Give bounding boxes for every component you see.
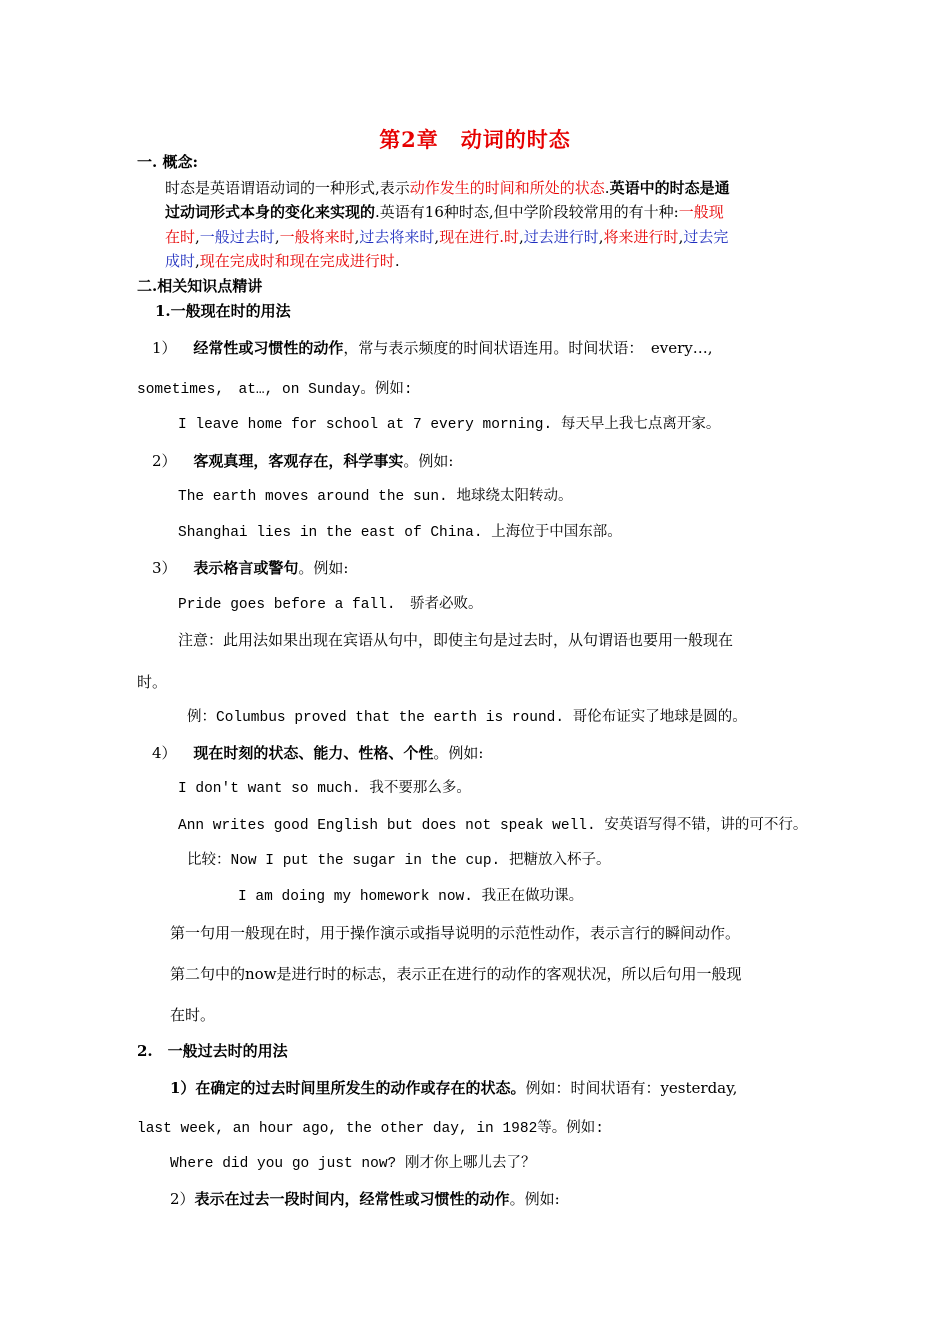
- explanation-text: 在时。: [170, 1006, 216, 1024]
- point-1: [152, 338, 713, 358]
- example-sentence: Shanghai lies in the east of China. 上海位于中国东部。: [178, 525, 622, 541]
- text-run: .: [604, 179, 610, 197]
- highlight-red: 一般现: [678, 203, 724, 221]
- tense-past-progressive: 过去进行时: [523, 228, 599, 246]
- tense-present-simple: 在时: [165, 228, 196, 246]
- comma: ,: [598, 228, 604, 246]
- point-number: 4）: [152, 744, 177, 762]
- bold-text: 客观真理，客观存在，科学事实: [193, 452, 404, 470]
- tense-past-future: 过去将来时: [359, 228, 435, 246]
- example-sentence: Where did you go just now? 刚才你上哪儿去了？: [170, 1156, 536, 1172]
- tense-past-perfect-cont: 成时: [165, 252, 196, 270]
- concept-line-1: [165, 178, 730, 198]
- example-sentence: I am doing my homework now. 我正在做功课。: [238, 889, 584, 905]
- comma: ,: [678, 228, 684, 246]
- bold-text: 现在时刻的状态、能力、性格、个性: [193, 744, 434, 762]
- section-heading-knowledge: 二.相关知识点精讲: [137, 277, 263, 295]
- text-run: 。例如:: [433, 744, 484, 762]
- period: .: [394, 252, 400, 270]
- point-past-2: [170, 1189, 560, 1209]
- example-sentence: 比较：Now I put the sugar in the cup. 把糖放入杯子。: [187, 853, 611, 869]
- section-heading-concept: 一. 概念:: [137, 153, 198, 171]
- example-sentence: I leave home for school at 7 every morning. 每天早上我七点离开家。: [178, 417, 721, 433]
- comma: ,: [354, 228, 360, 246]
- point-number: 2）: [152, 452, 177, 470]
- subheading-present-simple: 1.一般现在时的用法: [155, 302, 291, 320]
- bold-text: 1）在确定的过去时间里所发生的动作或存在的状态。: [170, 1079, 526, 1097]
- text-run: .英语有16种时态,但中学阶段较常用的有十种:: [375, 203, 679, 221]
- comma: ,: [195, 252, 200, 270]
- tense-present-progressive: 现在进行.时: [439, 228, 519, 246]
- text-run: 时态是英语谓语动词的一种形式,表示: [165, 179, 410, 197]
- example-sentence: 例：Columbus proved that the earth is round. 哥伦布证实了地球是圆的。: [187, 710, 747, 726]
- tense-future-simple: 一般将来时: [279, 228, 355, 246]
- tense-present-perfect: 现在完成时和现在完成进行时: [199, 252, 395, 270]
- text-run: ，常与表示频度的时间状语连用。时间状语： every…,: [343, 339, 713, 357]
- example-sentence: Ann writes good English but does not speak well. 安英语写得不错，讲的可不行。: [178, 818, 808, 834]
- point-2: [152, 451, 453, 471]
- text-run: 。例如:: [509, 1190, 560, 1208]
- tense-past-perfect: 过去完: [683, 228, 729, 246]
- text-run: 例如：时间状语有：yesterday,: [525, 1079, 738, 1097]
- highlight-red: 动作发生的时间和所处的状态: [409, 179, 605, 197]
- note-text: 注意：此用法如果出现在宾语从句中，即使主句是过去时，从句谓语也要用一般现在: [178, 631, 734, 649]
- concept-line-4: [165, 251, 400, 271]
- example-sentence: Pride goes before a fall. 骄者必败。: [178, 597, 483, 613]
- concept-line-3: [165, 227, 728, 247]
- explanation-text: 第一句用一般现在时，用于操作演示或指导说明的示范性动作，表示言行的瞬间动作。: [170, 924, 741, 942]
- concept-line-2: [165, 202, 724, 222]
- point-3: [152, 558, 348, 578]
- example-sentence: The earth moves around the sun. 地球绕太阳转动。: [178, 489, 573, 505]
- point-number: 1）: [152, 339, 177, 357]
- text-run: 。例如:: [298, 559, 349, 577]
- comma: ,: [434, 228, 440, 246]
- point-past-1-continuation: last week, an hour ago, the other day, in 1982等。例如:: [137, 1121, 604, 1137]
- point-1-continuation: sometimes, at…, on Sunday。例如:: [137, 382, 413, 398]
- explanation-text: 第二句中的now是进行时的标志，表示正在进行的动作的客观状况，所以后句用一般现: [170, 965, 742, 983]
- example-sentence: I don't want so much. 我不要那么多。: [178, 781, 471, 797]
- point-4: [152, 743, 483, 763]
- tense-future-progressive: 将来进行时: [603, 228, 679, 246]
- point-number: 2）: [170, 1190, 195, 1208]
- bold-text: 过动词形式本身的变化来实现的: [165, 203, 376, 221]
- point-number: 3）: [152, 559, 177, 577]
- bold-text: 表示格言或警句: [193, 559, 299, 577]
- point-past-1: [170, 1078, 737, 1098]
- comma: ,: [518, 228, 524, 246]
- bold-text: 经常性或习惯性的动作: [193, 339, 344, 357]
- tense-past-simple: 一般过去时: [199, 228, 275, 246]
- comma: ,: [274, 228, 280, 246]
- note-text-continuation: 时。: [137, 673, 168, 691]
- bold-text: 表示在过去一段时间内，经常性或习惯性的动作: [194, 1190, 510, 1208]
- chapter-title: 第2章 动词的时态: [379, 127, 571, 152]
- bold-text: 英语中的时态是通: [609, 179, 730, 197]
- text-run: 。例如:: [403, 452, 454, 470]
- subheading-past-simple: 2. 一般过去时的用法: [137, 1042, 288, 1060]
- comma: ,: [195, 228, 200, 246]
